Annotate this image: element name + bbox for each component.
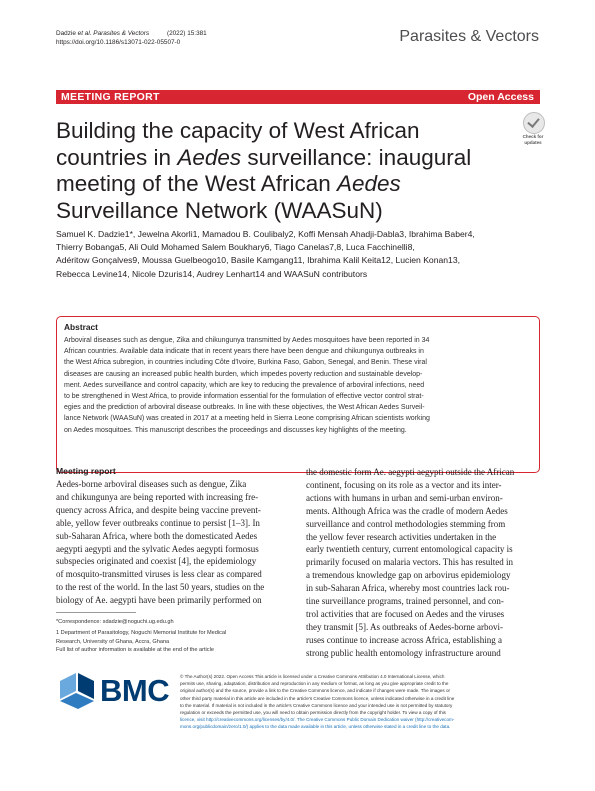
article-type-banner [56, 90, 540, 104]
section-heading: Meeting report [56, 466, 116, 476]
footnotes: *Correspondence: sdadzie@noguchi.ug.edu.gh 1 Department of Parasitology, Noguchi Memorial Institute for Medical Research, University of Ghana, Accra, Ghana Full list of author information is available at the end of the article [56, 618, 296, 655]
header-journal: et al. Parasites & Vectors [77, 30, 150, 37]
footnote-divider [56, 612, 136, 613]
check-for-updates-button[interactable]: Check for updates [518, 112, 548, 148]
header-year: (2022) 15:381 [149, 30, 207, 37]
body-column-right: the domestic form Ae. aegypti aegypti outside the African continent, focusing on its role as a vector and its inter- actions with humans in urban and semi-urban environ- ments. Although Africa was the cradle of modern Aedes surveillance and control methodologies stemming from the yellow fever research activities undertaken in the early twentieth century, current entomological capacity is primarily focused on malaria vectors. This has resulted in a tremendous knowledge gap on arbovirus epidemiology in sub-Saharan Africa, whereby most countries lack rou- tine surveillance programs, trained personnel, and con- trol activities that are focused on Aedes and the viruses they transmit [5]. As outbreaks of Aedes-borne arbovi- ruses continue to increase across Africa, establishing a strong public health entomology infrastructure around [306, 467, 515, 658]
header-authors: Dadzie [56, 30, 78, 37]
bmc-logo [58, 673, 178, 709]
checkmark-icon [523, 112, 545, 134]
article-type-label: MEETING REPORT [61, 91, 160, 103]
author-line: Adéritow Gonçalves9, Moussa Guelbeogo10, Basile Kamgang11, Ibrahima Kalil Keita12, Lucien Konan13, [56, 255, 460, 266]
author-list [56, 228, 542, 281]
journal-name: Parasites & Vectors [399, 28, 539, 45]
article-title: Building the capacity of West African countries in Aedes surveillance: inaugural meeting of the West African Aedes Surveillance Network (WAASuN) [56, 118, 472, 223]
bmc-wordmark: BMC [100, 673, 170, 708]
bmc-logo-mark-icon [58, 673, 98, 709]
open-access-label: Open Access [467, 91, 534, 103]
header-doi[interactable]: https://doi.org/10.1186/s13071-022-05507-0 [56, 39, 181, 46]
abstract-heading: Abstract [64, 322, 98, 332]
body-column-left: Aedes-borne arboviral diseases such as dengue, Zika and chikungunya are being reported with increasing fre- quency across Africa, and despite being vaccine prevent- able, yellow fever outbreaks continue to persist [1–3]. In sub-Saharan Africa, where both the domesticated Aedes aegypti aegypti and the sylvatic Aedes aegypti formosus subspecies originated and coexist [4], the epidemiology of mosquito-transmitted viruses is less clear as compared to the rest of the world. In the last 50 years, studies on the biology of Ae. aegypti have been primarily performed on [56, 479, 265, 606]
author-line: Thierry Bobanga5, Ali Ould Mohamed Salem Boukhary6, Tiago Canelas7,8, Luca Facchinelli8, [56, 242, 415, 253]
correspondence-email[interactable]: *Correspondence: sdadzie@noguchi.ug.edu.gh [56, 619, 174, 625]
running-header [56, 29, 207, 47]
license-text: © The Author(s) 2022. Open Access This article is licensed under a Creative Commons Attribution 4.0 International License, which permits use, sharing, adaptation, distribution and reproduction in any medium or format, as long as you give appropriate credit to the original author(s) and the source, provide a link to the Creative Commons licence, and indicate if changes were made. The images or other third party material in this article are included in the article's Creative Commons licence, unless indicated otherwise in a credit line to the material. If material is not included in the article's Creative Commons licence and your intended use is not permitted by statutory regulation or exceeds the permitted use, you will need to obtain permission directly from the copyright holder. To view a copy of this licence, visit http://creativecommons.org/licenses/by/4.0/. The Creative Commons Public Domain Dedication waiver (http://creativecom- mons.org/publicdomain/zero/1.0/) applies to the data made available in this article, unless otherwise stated in a credit line to the data. [180, 674, 455, 730]
author-line: Rebecca Levine14, Nicole Dzuris14, Audrey Lenhart14 and WAASuN contributors [56, 268, 368, 279]
abstract-text: Arboviral diseases such as dengue, Zika and chikungunya transmitted by Aedes mosquitoes have been reported in 34 African countries. Available data indicate that in recent years there have been dengue and chikungunya outbreaks in the West Africa subregion, in countries including Côte d'Ivoire, Burkina Faso, Gabon, Senegal, and Benin. These viral diseases are causing an increased public health burden, which impedes poverty reduction and sustainable develop- ment. Aedes surveillance and control capacity, which are key to reducing the prevalence of arboviral infections, need to be strengthened in West Africa, to provide information essential for the formulation of effective vector control strat- egies and the prediction of arboviral disease outbreaks. In line with these objectives, the West African Aedes Surveil- lance Network (WAASuN) was created in 2017 at a meeting held in Sierra Leone comprising African scientists working on Aedes mosquitoes. This manuscript describes the proceedings and discusses key highlights of the meeting. [64, 337, 430, 434]
author-line: Samuel K. Dadzie1*, Jewelna Akorli1, Mamadou B. Coulibaly2, Koffi Mensah Ahadji-Dabla3, Ibrahima Baber4, [56, 229, 475, 239]
